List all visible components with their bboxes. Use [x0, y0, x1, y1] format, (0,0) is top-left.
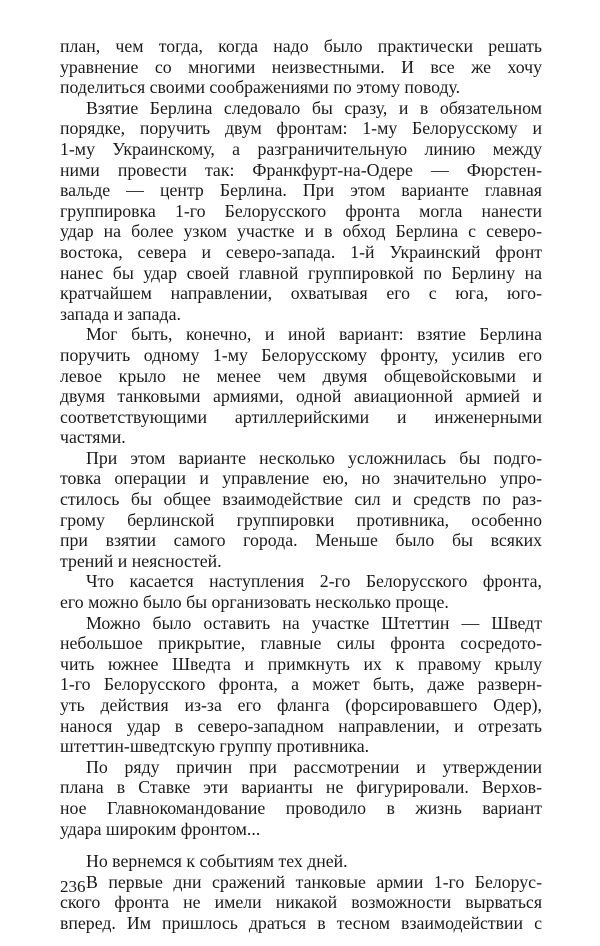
text-line: соответствующими артиллерийскими и инженерными — [60, 406, 542, 427]
text-line: Что касается наступления 2-го Белорусского фронта, — [86, 571, 542, 592]
text-line: грому берлинской группировки противника, особенно — [60, 509, 542, 530]
text-line: уравнение со многими неизвестными. И все же хочу — [60, 56, 542, 77]
text-line: 1-го Белорусского фронта, а может быть, даже разверн- — [60, 674, 542, 695]
paragraph — [60, 613, 542, 757]
text-line: Мог быть, конечно, и иной вариант: взятие Берлина — [86, 324, 542, 345]
text-line: В первые дни сражений танковые армии 1-го Белорус- — [86, 871, 542, 892]
paragraph — [60, 851, 542, 872]
text-line: При этом варианте несколько усложнилась бы подго- — [86, 447, 542, 468]
book-page-text — [60, 36, 542, 934]
text-line: удара широким фронтом... — [60, 818, 261, 839]
text-line: По ряду причин при рассмотрении и утверждении — [86, 756, 542, 777]
page-number: 236 — [60, 877, 86, 896]
text-line: уть действия из-за его фланга (форсировавшего Одер), — [60, 695, 542, 715]
text-line: кратчайшем направлении, охватывая его с юга, юго- — [60, 283, 542, 304]
text-line: план, чем тогда, когда надо было практически решать — [60, 36, 542, 56]
text-line: нанося удар в северо-западном направлении, и отрезать — [60, 715, 542, 736]
text-line: группировка 1-го Белорусского фронта могла нанести — [60, 200, 542, 221]
paragraph — [60, 36, 542, 98]
text-line: Взятие Берлина следовало бы сразу, и в обязательном — [86, 97, 542, 118]
paragraph — [60, 448, 542, 572]
text-line: левое крыло не менее чем двумя общевойсковыми и — [60, 365, 542, 386]
text-line: чить южнее Шведта и примкнуть их к правому крылу — [60, 653, 542, 674]
text-line: двумя танковыми армиями, одной авиационной армией и — [60, 386, 542, 407]
text-line: ное Главнокомандование проводило в жизнь вариант — [60, 797, 542, 818]
text-line: стилось бы общее взаимодействие сил и средств по раз- — [60, 489, 542, 510]
paragraph — [60, 757, 542, 839]
text-line: небольшое прикрытие, главные силы фронта сосредото- — [60, 633, 542, 654]
text-line: товка операции и управление ею, но значительно упро- — [60, 468, 542, 489]
paragraph-gap — [60, 839, 542, 851]
text-line: вперед. Им пришлось драться в тесном взаимодействии с — [60, 912, 542, 933]
text-line: порядке, поручить двум фронтам: 1-му Белорусскому и — [60, 118, 542, 139]
paragraph — [60, 571, 542, 612]
paragraph — [60, 98, 542, 325]
text-line: при взятии самого города. Меньше было бы всяких — [60, 530, 542, 551]
text-line: поручить одному 1-му Белорусскому фронту, усилив его — [60, 344, 542, 365]
paragraph — [60, 872, 542, 934]
text-line: плана в Ставке эти варианты не фигурировали. Верхов- — [60, 777, 542, 798]
text-line: запада и запада. — [60, 303, 181, 324]
text-line: поделиться своими соображениями по этому поводу. — [60, 77, 461, 98]
text-line: Но вернемся к событиям тех дней. — [86, 851, 348, 872]
text-line: вальде — центр Берлина. При этом варианте главная — [60, 180, 542, 201]
text-line: нанес бы удар своей главной группировкой по Берлину на — [60, 262, 542, 283]
text-line: его можно было бы организовать несколько проще. — [60, 592, 449, 613]
text-line: штеттин-шведтскую группу противника. — [60, 736, 370, 757]
text-line: 1-му Украинскому, а разграничительную линию между — [60, 138, 542, 159]
text-line: частями. — [60, 427, 126, 448]
text-line: Можно было оставить на участке Штеттин — Шведт — [86, 612, 542, 633]
text-line: трений и неясностей. — [60, 550, 222, 571]
text-line: ними провести так: Франкфурт-на-Одере — Фюрстен- — [60, 159, 542, 180]
paragraph — [60, 324, 542, 448]
text-line: удар на более узком участке и в обход Берлина с северо- — [60, 221, 542, 242]
text-line: востока, севера и северо-запада. 1-й Украинский фронт — [60, 241, 542, 262]
text-line: ского фронта не имели никакой возможности вырваться — [60, 892, 542, 913]
